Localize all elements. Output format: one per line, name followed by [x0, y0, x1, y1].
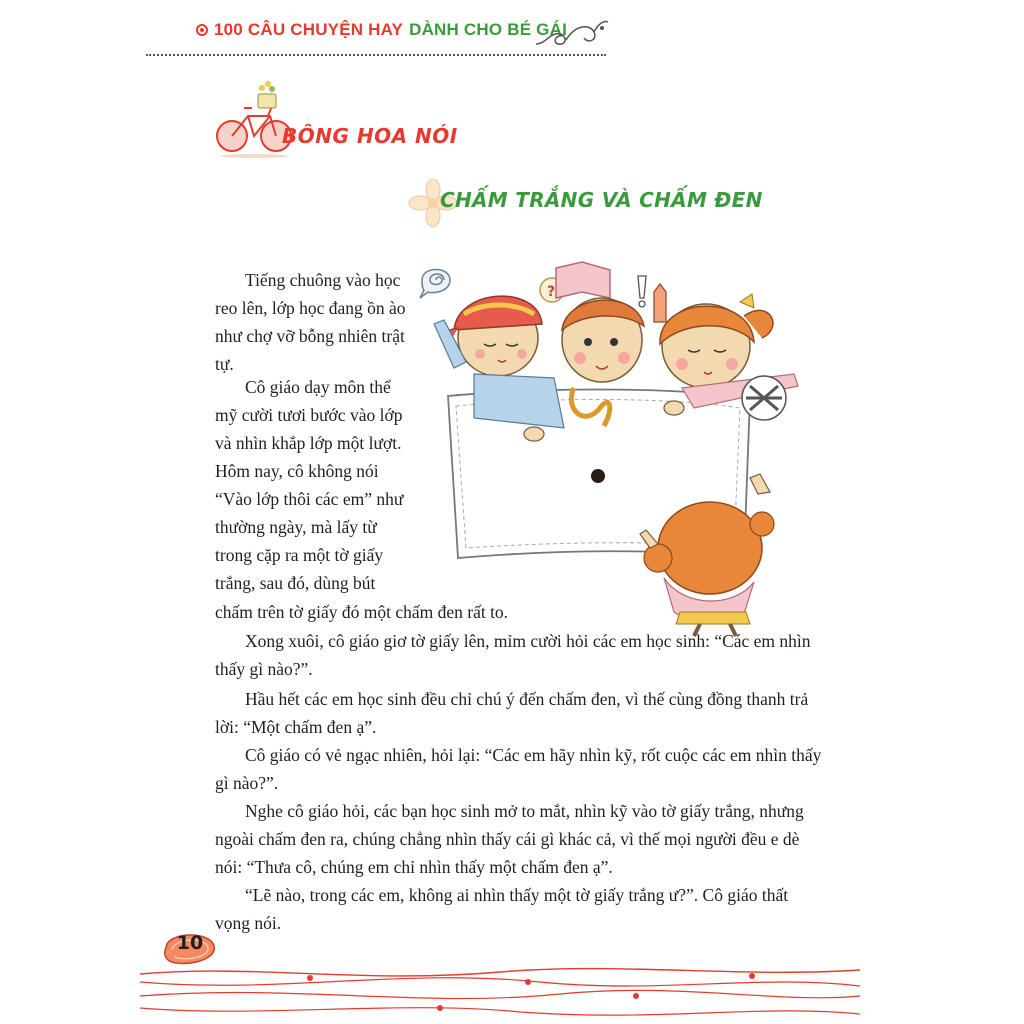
paragraph-5: Cô giáo có vẻ ngạc nhiên, hỏi lại: “Các em hãy nhìn kỹ, rốt cuộc các em nhìn thấy gì nào?”. — [215, 745, 822, 793]
swirl-ornament-icon — [532, 14, 612, 54]
bullet-icon — [196, 24, 208, 36]
story-title: CHẤM TRẮNG VÀ CHẤM ĐEN — [440, 188, 763, 212]
exclamation-icon — [638, 276, 646, 307]
book-header — [196, 20, 567, 40]
paragraph-3: Xong xuôi, cô giáo giơ tờ giấy lên, mỉm cười hỏi các em học sinh: “Các em nhìn thấy gì nào?”. — [215, 631, 811, 679]
page-number: 10 — [176, 932, 204, 954]
svg-text:?: ? — [547, 284, 556, 300]
swirl-bubble-icon — [420, 270, 450, 299]
paragraph-4: Hầu hết các em học sinh đều chỉ chú ý đến chấm đen, vì thế cùng đồng thanh trả lời: “Một chấm đen ạ”. — [215, 689, 809, 737]
paragraph-7: “Lẽ nào, trong các em, không ai nhìn thấy một tờ giấy trắng ư?”. Cô giáo thất vọng nói. — [215, 885, 789, 933]
children-paper-illustration — [414, 258, 834, 638]
paragraph-2-continued: chấm trên tờ giấy đó một chấm đen rất to. — [215, 602, 509, 622]
section-title: BÔNG HOA NÓI — [282, 124, 458, 148]
black-dot — [591, 469, 605, 483]
paragraph-6: Nghe cô giáo hỏi, các bạn học sinh mở to mắt, nhìn kỹ vào tờ giấy trắng, nhưng ngoài chấm đen ra, chúng chẳng nhìn thấy cái gì khác cả, vì thế mọi người đều e dè nói: “Thưa cô, chúng em chỉ nhìn thấy một chấm đen ạ”. — [215, 801, 804, 877]
header-divider — [146, 54, 606, 56]
paragraph-1: Tiếng chuông vào học reo lên, lớp học đang ồn ào như chợ vỡ bỗng nhiên trật tự. — [215, 270, 406, 374]
book-title-part2: DÀNH CHO BÉ GÁI — [409, 20, 567, 39]
paragraph-2: Cô giáo dạy môn thể mỹ cười tươi bước vào lớp và nhìn khắp lớp một lượt. Hôm nay, cô không nói “Vào lớp thôi các em” như thường ngày, mà lấy từ trong cặp ra một tờ giấy trắng, sau đó, dùng bút — [215, 377, 404, 593]
book-title-part1: 100 CÂU CHUYỆN HAY — [214, 20, 404, 39]
wave-lines-ornament — [140, 960, 860, 1024]
